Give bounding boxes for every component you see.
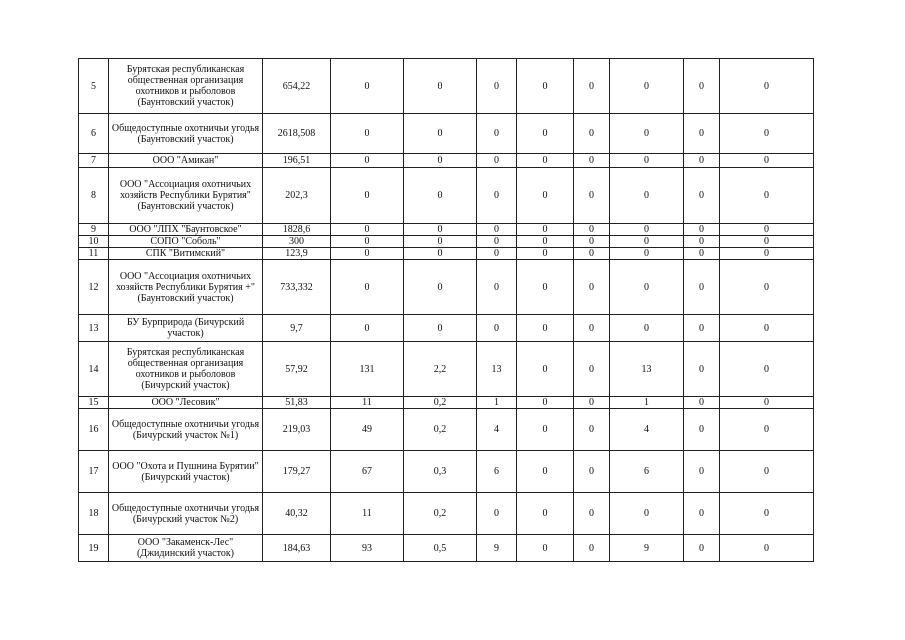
value-cell: 0: [574, 315, 610, 342]
value-cell: 0: [404, 248, 477, 260]
value-cell: 0: [610, 154, 684, 168]
value-cell: 0: [574, 397, 610, 409]
value-cell: 6: [477, 451, 517, 493]
value-cell: 0: [574, 409, 610, 451]
value-cell: 0: [684, 451, 720, 493]
value-cell: 9: [477, 535, 517, 562]
value-cell: 0: [574, 114, 610, 154]
row-number-cell: 10: [79, 236, 109, 248]
table-body: [79, 59, 814, 562]
value-cell: 0: [517, 451, 574, 493]
value-cell: 0: [610, 224, 684, 236]
owner-name-cell: ООО "Ассоциация охотничьих хозяйств Республики Бурятия" (Баунтовский участок): [109, 168, 263, 224]
value-cell: 13: [477, 342, 517, 397]
value-cell: 0: [574, 59, 610, 114]
value-cell: 0: [610, 114, 684, 154]
value-cell: 0: [404, 114, 477, 154]
table-row: [79, 248, 814, 260]
table-row: [79, 168, 814, 224]
table-row: [79, 409, 814, 451]
value-cell: 0: [574, 493, 610, 535]
value-cell: 0: [610, 168, 684, 224]
table-row: [79, 397, 814, 409]
value-cell: 11: [331, 397, 404, 409]
value-cell: 0: [404, 154, 477, 168]
value-cell: 0: [517, 535, 574, 562]
area-cell: 57,92: [263, 342, 331, 397]
value-cell: 0: [610, 260, 684, 315]
value-cell: 0: [610, 248, 684, 260]
row-number-cell: 16: [79, 409, 109, 451]
value-cell: 0: [720, 224, 814, 236]
value-cell: 0: [477, 248, 517, 260]
row-number-cell: 17: [79, 451, 109, 493]
value-cell: 0: [720, 260, 814, 315]
value-cell: 0: [574, 260, 610, 315]
owner-name-cell: Бурятская республиканская общественная организация охотников и рыболовов (Бичурский участок): [109, 342, 263, 397]
area-cell: 9,7: [263, 315, 331, 342]
value-cell: 0: [574, 224, 610, 236]
value-cell: 4: [477, 409, 517, 451]
table-row: [79, 114, 814, 154]
value-cell: 0: [517, 342, 574, 397]
row-number-cell: 7: [79, 154, 109, 168]
area-cell: 219,03: [263, 409, 331, 451]
table-row: [79, 315, 814, 342]
value-cell: 0: [684, 409, 720, 451]
value-cell: 0: [331, 224, 404, 236]
value-cell: 131: [331, 342, 404, 397]
row-number-cell: 8: [79, 168, 109, 224]
owner-name-cell: ООО "Лесовик": [109, 397, 263, 409]
row-number-cell: 14: [79, 342, 109, 397]
value-cell: 0: [720, 535, 814, 562]
value-cell: 0: [477, 315, 517, 342]
value-cell: 11: [331, 493, 404, 535]
value-cell: 0: [404, 260, 477, 315]
value-cell: 0: [331, 114, 404, 154]
table-row: [79, 154, 814, 168]
value-cell: 0: [684, 315, 720, 342]
value-cell: 0: [517, 409, 574, 451]
value-cell: 4: [610, 409, 684, 451]
value-cell: 0: [331, 248, 404, 260]
value-cell: 0: [720, 114, 814, 154]
value-cell: 0: [720, 409, 814, 451]
value-cell: 0: [684, 224, 720, 236]
owner-name-cell: ООО "ЛПХ "Баунтовское": [109, 224, 263, 236]
value-cell: 13: [610, 342, 684, 397]
value-cell: 0: [684, 397, 720, 409]
value-cell: 0: [684, 493, 720, 535]
value-cell: 0: [684, 342, 720, 397]
owner-name-cell: Общедоступные охотничьи угодья (Баунтовский участок): [109, 114, 263, 154]
row-number-cell: 13: [79, 315, 109, 342]
row-number-cell: 18: [79, 493, 109, 535]
value-cell: 0,2: [404, 493, 477, 535]
value-cell: 0: [574, 248, 610, 260]
value-cell: 0: [477, 59, 517, 114]
value-cell: 1: [610, 397, 684, 409]
value-cell: 67: [331, 451, 404, 493]
owner-name-cell: БУ Бурприрода (Бичурский участок): [109, 315, 263, 342]
value-cell: 0: [517, 236, 574, 248]
table-row: [79, 236, 814, 248]
area-cell: 2618,508: [263, 114, 331, 154]
value-cell: 0: [517, 224, 574, 236]
value-cell: 0: [720, 236, 814, 248]
area-cell: 300: [263, 236, 331, 248]
owner-name-cell: ООО "Охота и Пушнина Бурятии"(Бичурский участок): [109, 451, 263, 493]
hunting-grounds-table: [78, 58, 814, 562]
value-cell: 0: [574, 154, 610, 168]
value-cell: 0: [404, 168, 477, 224]
value-cell: 0: [477, 168, 517, 224]
area-cell: 202,3: [263, 168, 331, 224]
value-cell: 0: [331, 154, 404, 168]
value-cell: 1: [477, 397, 517, 409]
row-number-cell: 6: [79, 114, 109, 154]
owner-name-cell: Бурятская республиканская общественная организация охотников и рыболовов (Баунтовский участок): [109, 59, 263, 114]
value-cell: 0: [331, 59, 404, 114]
area-cell: 654,22: [263, 59, 331, 114]
value-cell: 0: [517, 397, 574, 409]
value-cell: 0: [331, 236, 404, 248]
owner-name-cell: Общедоступные охотничьи угодья (Бичурский участок №2): [109, 493, 263, 535]
value-cell: 0: [720, 315, 814, 342]
value-cell: 0: [477, 493, 517, 535]
row-number-cell: 9: [79, 224, 109, 236]
value-cell: 0: [517, 248, 574, 260]
value-cell: 0: [684, 236, 720, 248]
owner-name-cell: ООО "Закаменск-Лес" (Джидинский участок): [109, 535, 263, 562]
value-cell: 0: [477, 260, 517, 315]
value-cell: 0: [684, 168, 720, 224]
value-cell: 0: [574, 535, 610, 562]
value-cell: 0: [720, 59, 814, 114]
value-cell: 2,2: [404, 342, 477, 397]
value-cell: 0: [684, 535, 720, 562]
area-cell: 196,51: [263, 154, 331, 168]
value-cell: 0: [574, 342, 610, 397]
value-cell: 0: [517, 260, 574, 315]
value-cell: 0: [331, 168, 404, 224]
table-row: [79, 342, 814, 397]
value-cell: 0: [517, 59, 574, 114]
value-cell: 0,2: [404, 397, 477, 409]
value-cell: 0: [684, 59, 720, 114]
value-cell: 0: [684, 260, 720, 315]
table-row: [79, 493, 814, 535]
value-cell: 0: [720, 168, 814, 224]
area-cell: 40,32: [263, 493, 331, 535]
row-number-cell: 19: [79, 535, 109, 562]
area-cell: 123,9: [263, 248, 331, 260]
value-cell: 0: [610, 59, 684, 114]
value-cell: 0: [720, 154, 814, 168]
value-cell: 9: [610, 535, 684, 562]
value-cell: 0: [477, 236, 517, 248]
owner-name-cell: Общедоступные охотничьи угодья (Бичурский участок №1): [109, 409, 263, 451]
area-cell: 179,27: [263, 451, 331, 493]
owner-name-cell: СОПО "Соболь": [109, 236, 263, 248]
value-cell: 0: [517, 493, 574, 535]
table-row: [79, 260, 814, 315]
area-cell: 1828,6: [263, 224, 331, 236]
value-cell: 0: [517, 168, 574, 224]
value-cell: 0: [720, 248, 814, 260]
value-cell: 0: [517, 315, 574, 342]
area-cell: 51,83: [263, 397, 331, 409]
value-cell: 0: [404, 59, 477, 114]
value-cell: 0: [574, 236, 610, 248]
value-cell: 0: [574, 168, 610, 224]
table-row: [79, 224, 814, 236]
value-cell: 0: [610, 236, 684, 248]
value-cell: 93: [331, 535, 404, 562]
value-cell: 0: [477, 114, 517, 154]
value-cell: 0: [477, 154, 517, 168]
table-row: [79, 451, 814, 493]
value-cell: 0: [331, 260, 404, 315]
area-cell: 184,63: [263, 535, 331, 562]
value-cell: 0,5: [404, 535, 477, 562]
value-cell: 49: [331, 409, 404, 451]
value-cell: 0: [684, 154, 720, 168]
value-cell: 0: [720, 342, 814, 397]
value-cell: 0: [517, 114, 574, 154]
value-cell: 0: [331, 315, 404, 342]
value-cell: 0: [684, 248, 720, 260]
value-cell: 0: [720, 451, 814, 493]
value-cell: 0: [404, 224, 477, 236]
value-cell: 6: [610, 451, 684, 493]
owner-name-cell: ООО "Амикан": [109, 154, 263, 168]
owner-name-cell: ООО "Ассоциация охотничьих хозяйств Республики Бурятия +" (Баунтовский участок): [109, 260, 263, 315]
value-cell: 0: [517, 154, 574, 168]
owner-name-cell: СПК "Витимский": [109, 248, 263, 260]
value-cell: 0: [404, 315, 477, 342]
value-cell: 0: [684, 114, 720, 154]
value-cell: 0: [477, 224, 517, 236]
table-row: [79, 535, 814, 562]
value-cell: 0: [720, 397, 814, 409]
table-row: [79, 59, 814, 114]
row-number-cell: 12: [79, 260, 109, 315]
value-cell: 0: [720, 493, 814, 535]
value-cell: 0: [610, 315, 684, 342]
value-cell: 0: [404, 236, 477, 248]
value-cell: 0,2: [404, 409, 477, 451]
area-cell: 733,332: [263, 260, 331, 315]
row-number-cell: 5: [79, 59, 109, 114]
row-number-cell: 11: [79, 248, 109, 260]
value-cell: 0: [574, 451, 610, 493]
value-cell: 0: [610, 493, 684, 535]
value-cell: 0,3: [404, 451, 477, 493]
row-number-cell: 15: [79, 397, 109, 409]
